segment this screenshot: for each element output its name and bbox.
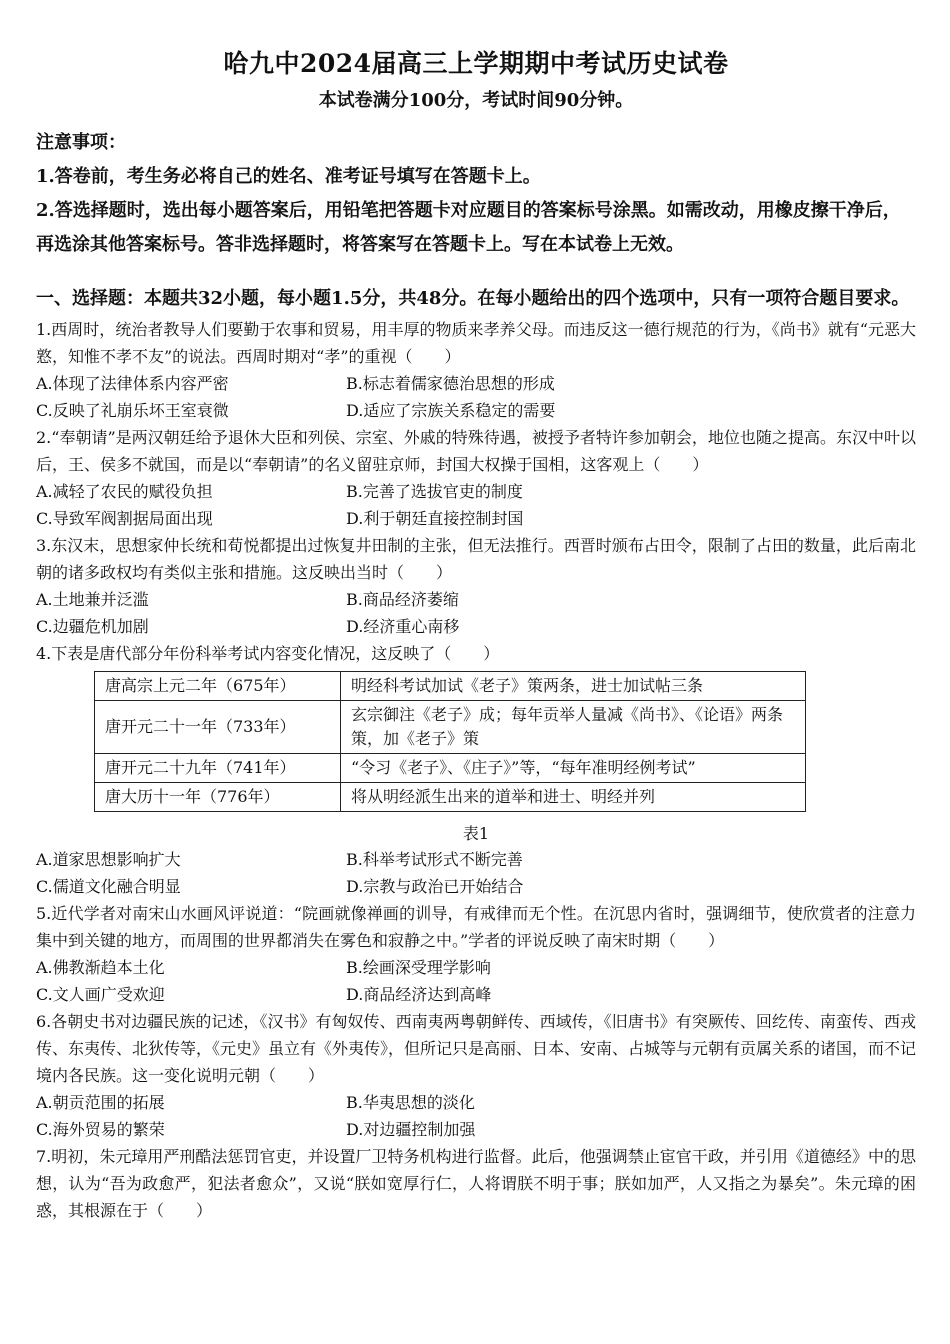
table-row — [95, 701, 806, 754]
question-stem: 5.近代学者对南宋山水画风评说道：“院画就像禅画的训导，有戒律而无个性。在沉思内省时，强调细节，使欣赏者的注意力集中到关键的地方，而周围的世界都消失在雾色和寂静之中。”学者的评说反映了南宋时期（ ） — [36, 904, 916, 950]
option-a: A.减轻了农民的赋役负担 — [36, 482, 213, 501]
table-cell: “令习《老子》、《庄子》”等，“每年准明经例考试” — [341, 754, 806, 783]
option-a: A.佛教渐趋本土化 — [36, 958, 165, 977]
notice-heading: 注意事项： — [36, 132, 126, 153]
data-table — [94, 671, 806, 812]
question-options — [36, 846, 916, 900]
question-options — [36, 370, 916, 424]
question-stem: 1.西周时，统治者教导人们要勤于农事和贸易，用丰厚的物质来孝养父母。而违反这一德行规范的行为，《尚书》就有“元恶大憝，知惟不孝不友”的说法。西周时期对“孝”的重视（ ） — [36, 320, 916, 366]
option-b: B.华夷思想的淡化 — [346, 1093, 475, 1112]
option-b: B.标志着儒家德治思想的形成 — [346, 374, 555, 393]
question-stem: 6.各朝史书对边疆民族的记述，《汉书》有匈奴传、西南夷两粤朝鲜传、西域传，《旧唐书》有突厥传、回纥传、南蛮传、西戎传、东夷传、北狄传等，《元史》虽立有《外夷传》，但所记只是高丽、日本、安南、占城等与元朝有贡属关系的诸国，而不记境内各民族。这一变化说明元朝（ ） — [36, 1012, 917, 1085]
option-b: B.科举考试形式不断完善 — [346, 850, 523, 869]
option-c: C.边疆危机加剧 — [36, 617, 149, 636]
option-a: A.朝贡范围的拓展 — [36, 1093, 165, 1112]
table-row — [95, 783, 806, 812]
question-options — [36, 1089, 916, 1143]
table-cell: 唐开元二十一年（733年） — [95, 701, 341, 754]
exam-page — [36, 44, 916, 1224]
option-a: A.体现了法律体系内容严密 — [36, 374, 229, 393]
option-c: C.导致军阀割据局面出现 — [36, 509, 213, 528]
option-d: D.适应了宗族关系稳定的需要 — [346, 401, 556, 420]
exam-subtitle: 本试卷满分100分，考试时间90分钟。 — [318, 90, 634, 111]
notice-item: 1.答卷前，考生务必将自己的姓名、准考证号填写在答题卡上。 — [36, 166, 541, 187]
table-row — [95, 672, 806, 701]
question-options — [36, 478, 916, 532]
question-options — [36, 954, 916, 1008]
table-cell: 唐大历十一年（776年） — [95, 783, 341, 812]
option-c: C.儒道文化融合明显 — [36, 877, 181, 896]
option-a: A.土地兼并泛滥 — [36, 590, 149, 609]
option-d: D.对边疆控制加强 — [346, 1120, 476, 1139]
option-d: D.经济重心南移 — [346, 617, 460, 636]
table-cell: 将从明经派生出来的道举和进士、明经并列 — [341, 783, 806, 812]
option-c: C.文人画广受欢迎 — [36, 985, 165, 1004]
option-c: C.反映了礼崩乐坏王室衰微 — [36, 401, 229, 420]
option-a: A.道家思想影响扩大 — [36, 850, 181, 869]
exam-title: 哈九中2024届高三上学期期中考试历史试卷 — [223, 49, 729, 78]
option-b: B.绘画深受理学影响 — [346, 958, 491, 977]
question-options — [36, 586, 916, 640]
option-d: D.宗教与政治已开始结合 — [346, 877, 524, 896]
option-b: B.完善了选拔官吏的制度 — [346, 482, 523, 501]
table-cell: 唐高宗上元二年（675年） — [95, 672, 341, 701]
question-stem: 4.下表是唐代部分年份科举考试内容变化情况，这反映了（ ） — [36, 644, 500, 663]
option-b: B.商品经济萎缩 — [346, 590, 459, 609]
notice-item: 2.答选择题时，选出每小题答案后，用铅笔把答题卡对应题目的答案标号涂黑。如需改动，用橡皮擦干净后，再选涂其他答案标号。答非选择题时，将答案写在答题卡上。写在本试卷上无效。 — [36, 200, 901, 255]
table-row — [95, 754, 806, 783]
option-c: C.海外贸易的繁荣 — [36, 1120, 165, 1139]
question-stem: 7.明初，朱元璋用严刑酷法惩罚官吏，并设置厂卫特务机构进行监督。此后，他强调禁止宦官干政，并引用《道德经》中的思想，认为“吾为政愈严，犯法者愈众”，又说“朕如宽厚行仁，人将谓朕不明于事；朕如加严，人又指之为暴矣”。朱元璋的困惑，其根源在于（ ） — [36, 1147, 916, 1220]
option-d: D.利于朝廷直接控制封国 — [346, 509, 524, 528]
section-heading: 一、选择题：本题共32小题，每小题1.5分，共48分。在每小题给出的四个选项中，只有一项符合题目要求。 — [36, 288, 910, 309]
table-cell: 明经科考试加试《老子》策两条，进士加试帖三条 — [341, 672, 806, 701]
table-cell: 玄宗御注《老子》成；每年贡举人量减《尚书》、《论语》两条策，加《老子》策 — [341, 701, 806, 754]
option-d: D.商品经济达到高峰 — [346, 985, 492, 1004]
question-stem: 3.东汉末，思想家仲长统和荀悦都提出过恢复井田制的主张，但无法推行。西晋时颁布占田令，限制了占田的数量，此后南北朝的诸多政权均有类似主张和措施。这反映出当时（ ） — [36, 536, 916, 582]
question-stem: 2.“奉朝请”是两汉朝廷给予退休大臣和列侯、宗室、外戚的特殊待遇，被授予者特许参加朝会，地位也随之提高。东汉中叶以后，王、侯多不就国，而是以“奉朝请”的名义留驻京师，封国大权操于国相，这客观上（ ） — [36, 428, 916, 474]
table-cell: 唐开元二十九年（741年） — [95, 754, 341, 783]
table-caption: 表1 — [462, 824, 490, 843]
